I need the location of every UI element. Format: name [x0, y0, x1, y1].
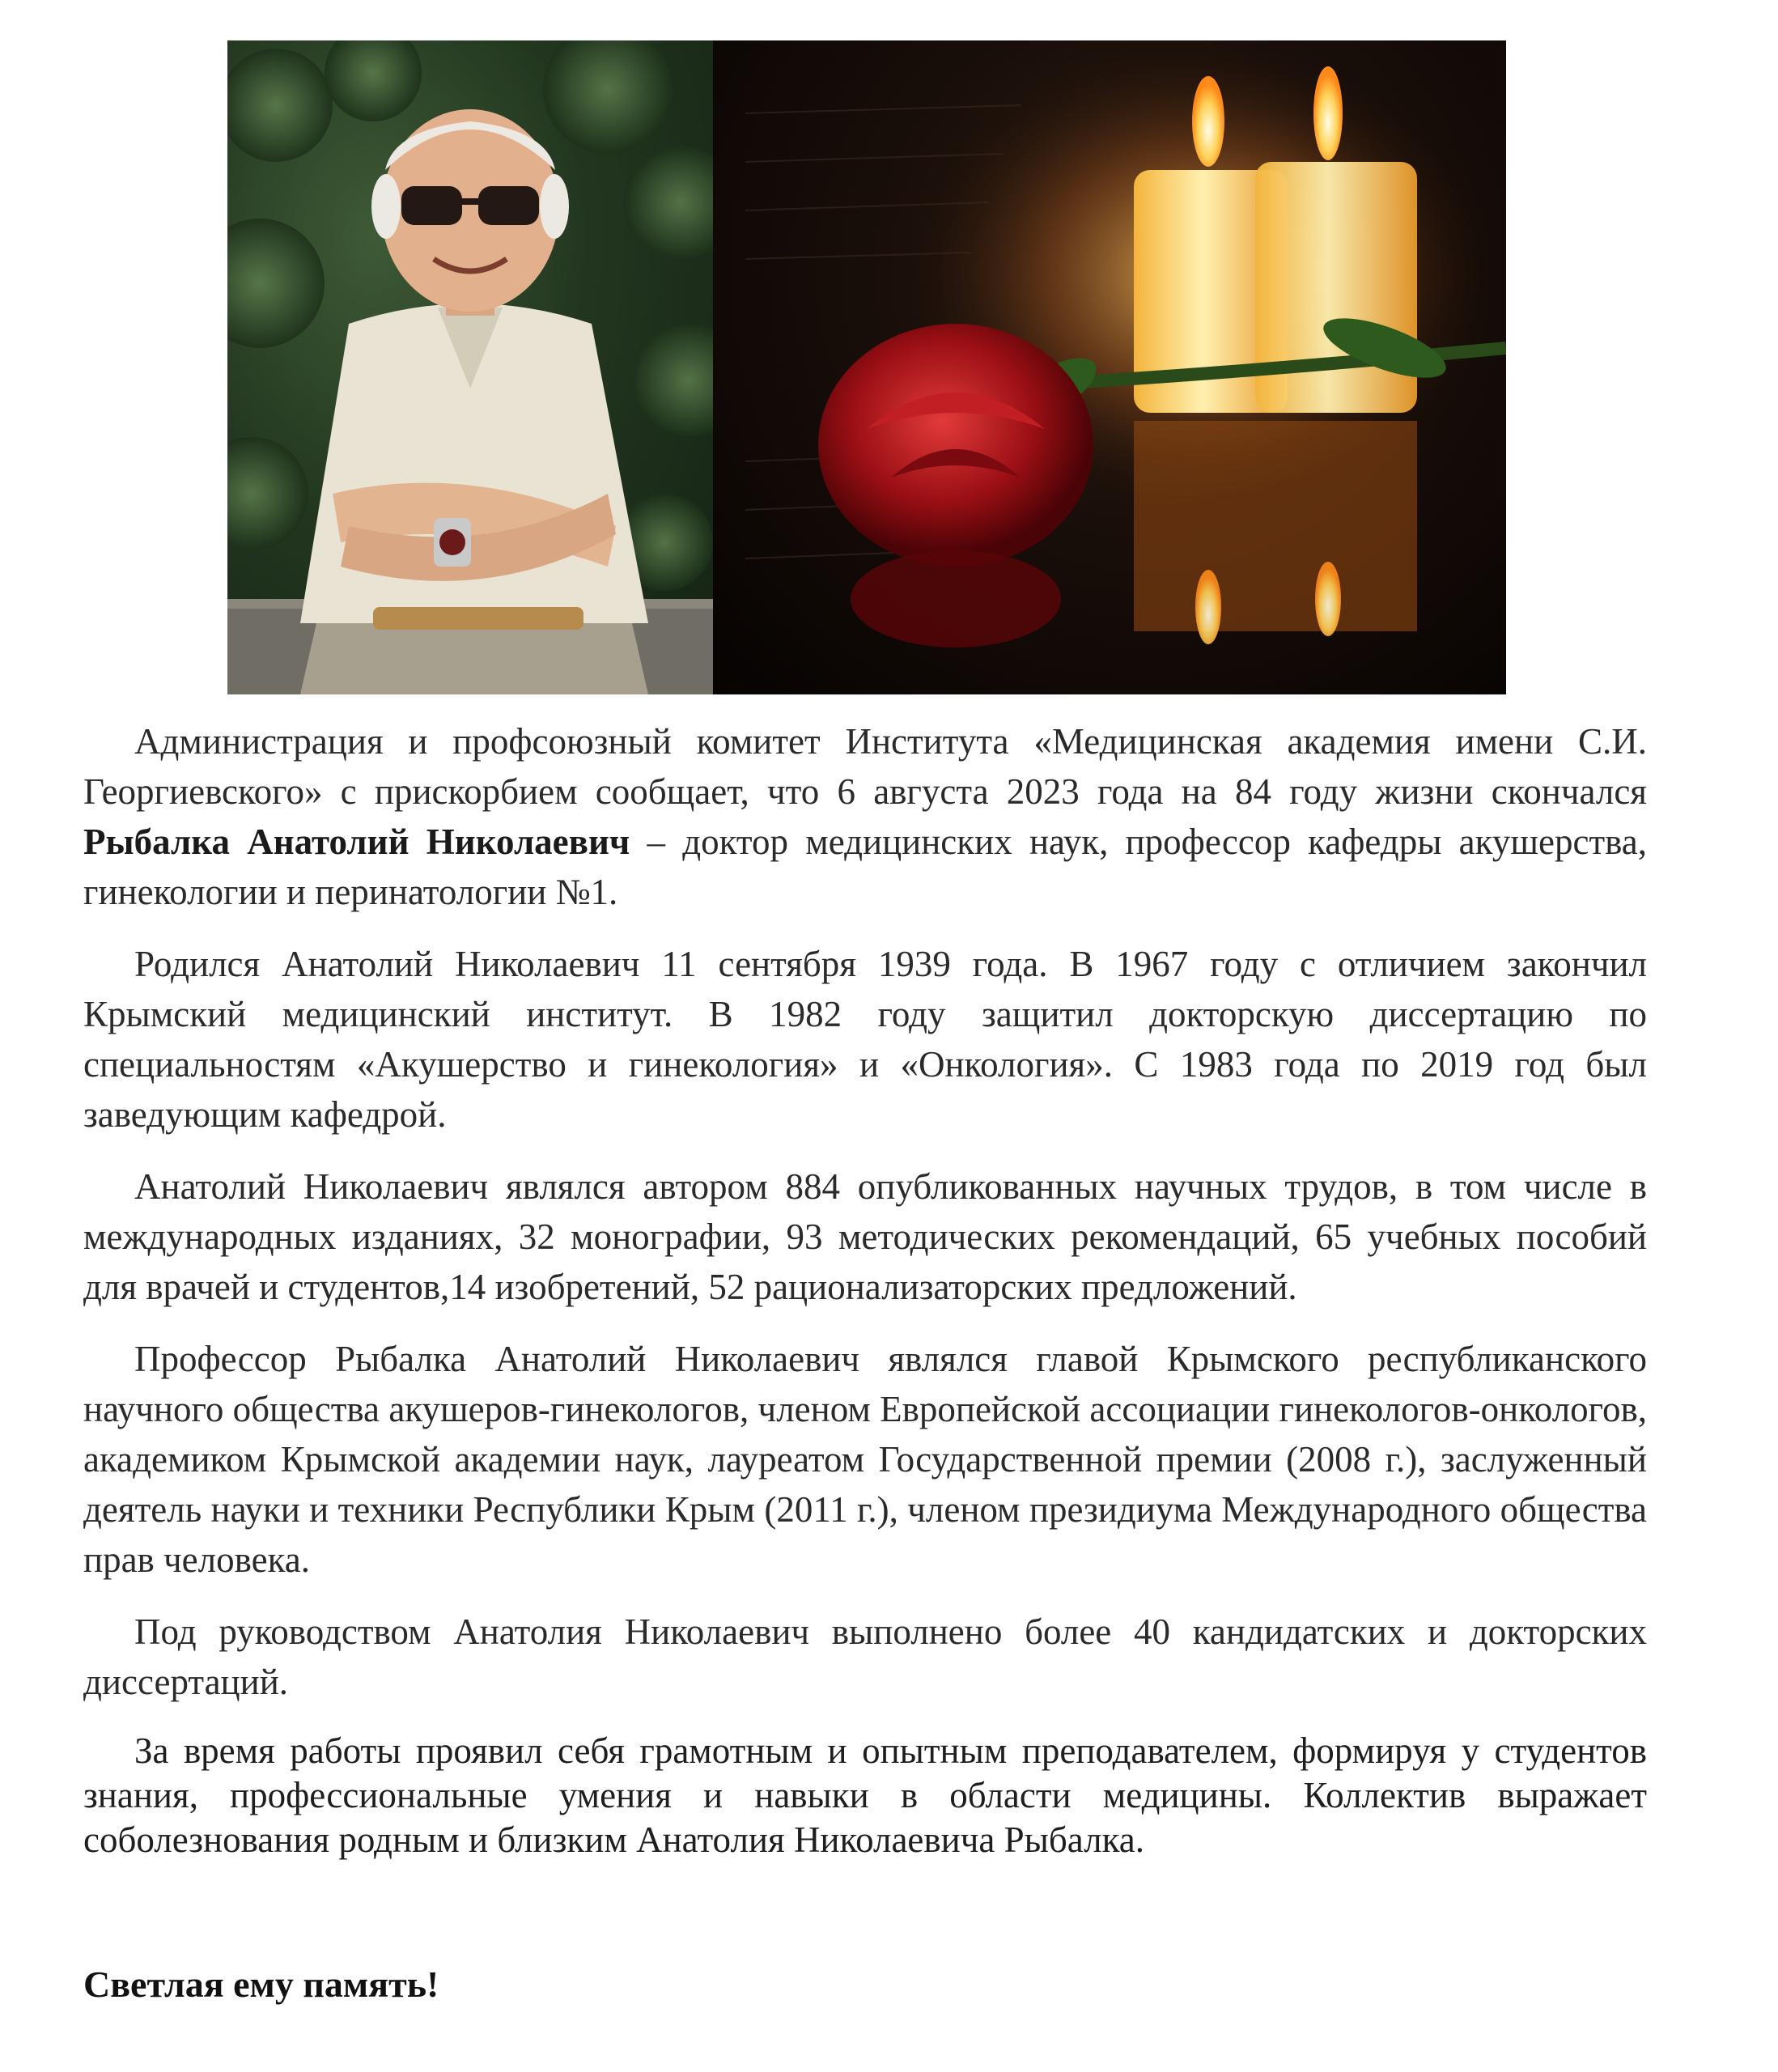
portrait-photo — [227, 40, 713, 694]
announcement-title: – доктор медицинских наук, профессор кафедры акушерства, гинекологии и перинатологии №1. — [83, 822, 1648, 912]
memorial-text — [83, 716, 1647, 1884]
paragraph-dissertations: Под руководством Анатолия Николаевич выполнено более 40 кандидатских и докторских диссертаций. — [83, 1611, 1647, 1702]
candles-rose-illustration — [713, 40, 1506, 694]
deceased-name: Рыбалка Анатолий Николаевич — [83, 822, 630, 862]
paragraph-condolences: За время работы проявил себя грамотным и опытным преподавателем, формируя у студентов знания, профессиональные умения и навыки в области медицины. Коллектив выражает соболезнования родным и близким Анатолия Николаевича Рыбалка. — [83, 1730, 1647, 1860]
portrait-illustration — [227, 40, 713, 694]
paragraph-biography: Родился Анатолий Николаевич 11 сентября 1939 года. В 1967 году с отличием закончил Крымский медицинский институт. В 1982 году защитил докторскую диссертацию по специальностям «Акушерство и гинекология» и «Онкология». С 1983 года по 2019 год был заведующим кафедрой. — [83, 944, 1647, 1135]
memorial-banner — [227, 40, 1506, 694]
paragraph-positions: Профессор Рыбалка Анатолий Николаевич являлся главой Крымского республиканского научного общества акушеров-гинекологов, членом Европейской ассоциации гинекологов-онкологов, академиком Крымской академии наук, лауреатом Государственной премии (2008 г.), заслуженный деятель науки и техники Республики Крым (2011 г.), членом президиума Международного общества прав человека. — [83, 1339, 1647, 1580]
paragraph-announcement — [83, 716, 1647, 917]
paragraph-publications: Анатолий Николаевич являлся автором 884 опубликованных научных трудов, в том числе в международных изданиях, 32 монографии, 93 методических рекомендаций, 65 учебных пособий для врачей и студентов,14 изобретений, 52 рационализаторских предложений. — [83, 1166, 1647, 1307]
candles-rose-photo — [713, 40, 1506, 694]
closing-line: Светлая ему память! — [83, 1964, 439, 2005]
announcement-intro: Администрация и профсоюзный комитет Института «Медицинская академия имени С.И. Георгиевского» с прискорбием сообщает, что 6 августа 2023 года на 84 году жизни скончался — [83, 721, 1647, 812]
